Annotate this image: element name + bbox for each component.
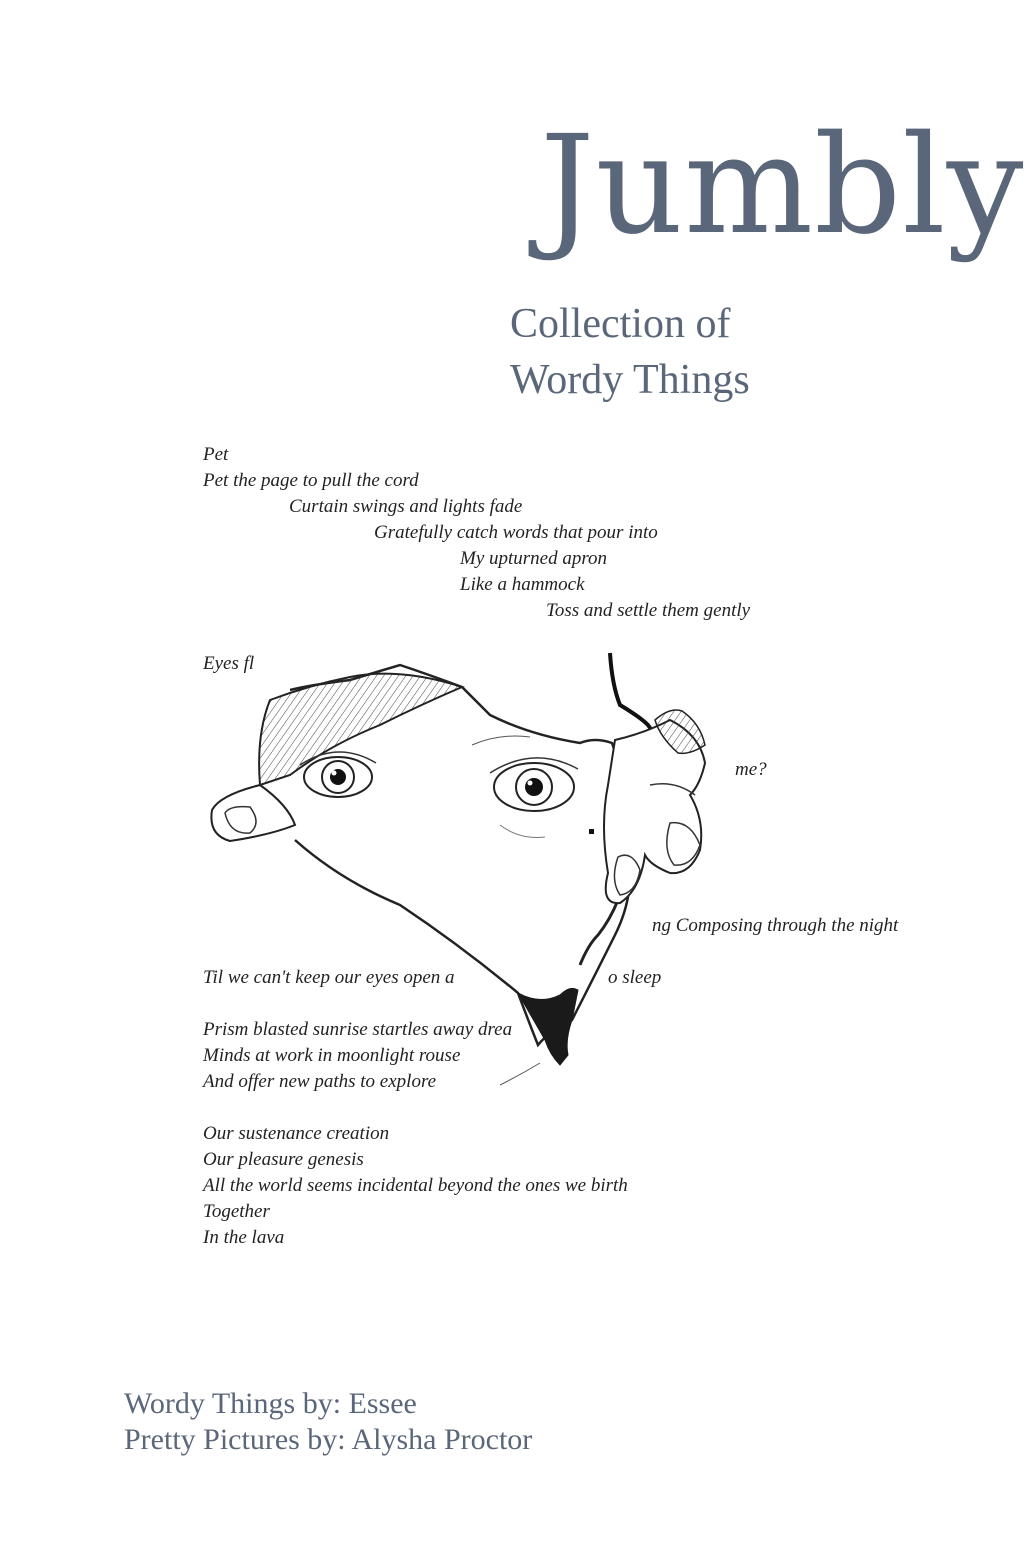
poem-line: Curtain swings and lights fade: [289, 496, 523, 517]
book-subtitle: [510, 296, 750, 408]
book-title: Jumbly: [540, 107, 1024, 265]
poem-line: Pet the page to pull the cord: [203, 470, 419, 491]
poem-line: Our pleasure genesis: [203, 1149, 364, 1170]
credit-author: Wordy Things by: Essee: [124, 1387, 417, 1420]
poem-line: Til we can't keep our eyes open a: [203, 967, 455, 988]
poem-line: o sleep: [608, 967, 662, 988]
poem-line: me?: [735, 759, 767, 780]
poem-line: Eyes fl: [203, 653, 255, 674]
poem-line: My upturned apron: [460, 548, 608, 569]
poem-line: Together: [203, 1201, 270, 1222]
poem-line: ng Composing through the night: [652, 915, 899, 936]
torn-paper-heart-eyes-drawing: [200, 645, 720, 1095]
poem-line: Our sustenance creation: [203, 1123, 390, 1144]
poem-line: In the lava: [203, 1227, 285, 1248]
poem-line: Like a hammock: [460, 574, 585, 595]
poem-line: Toss and settle them gently: [546, 600, 751, 621]
credits: [124, 1386, 532, 1458]
poem-line: Prism blasted sunrise startles away drea: [203, 1019, 513, 1040]
poem-line: Pet: [203, 444, 229, 465]
poem-line: And offer new paths to explore: [203, 1071, 437, 1092]
poem-line: Gratefully catch words that pour into: [374, 522, 658, 543]
poem-line: All the world seems incidental beyond the ones we birth: [203, 1175, 628, 1196]
poem-line: Minds at work in moonlight rouse: [203, 1045, 461, 1066]
subtitle-line-1: Collection of: [510, 301, 731, 347]
subtitle-line-2: Wordy Things: [510, 357, 750, 403]
credit-illustrator: Pretty Pictures by: Alysha Proctor: [124, 1423, 533, 1456]
